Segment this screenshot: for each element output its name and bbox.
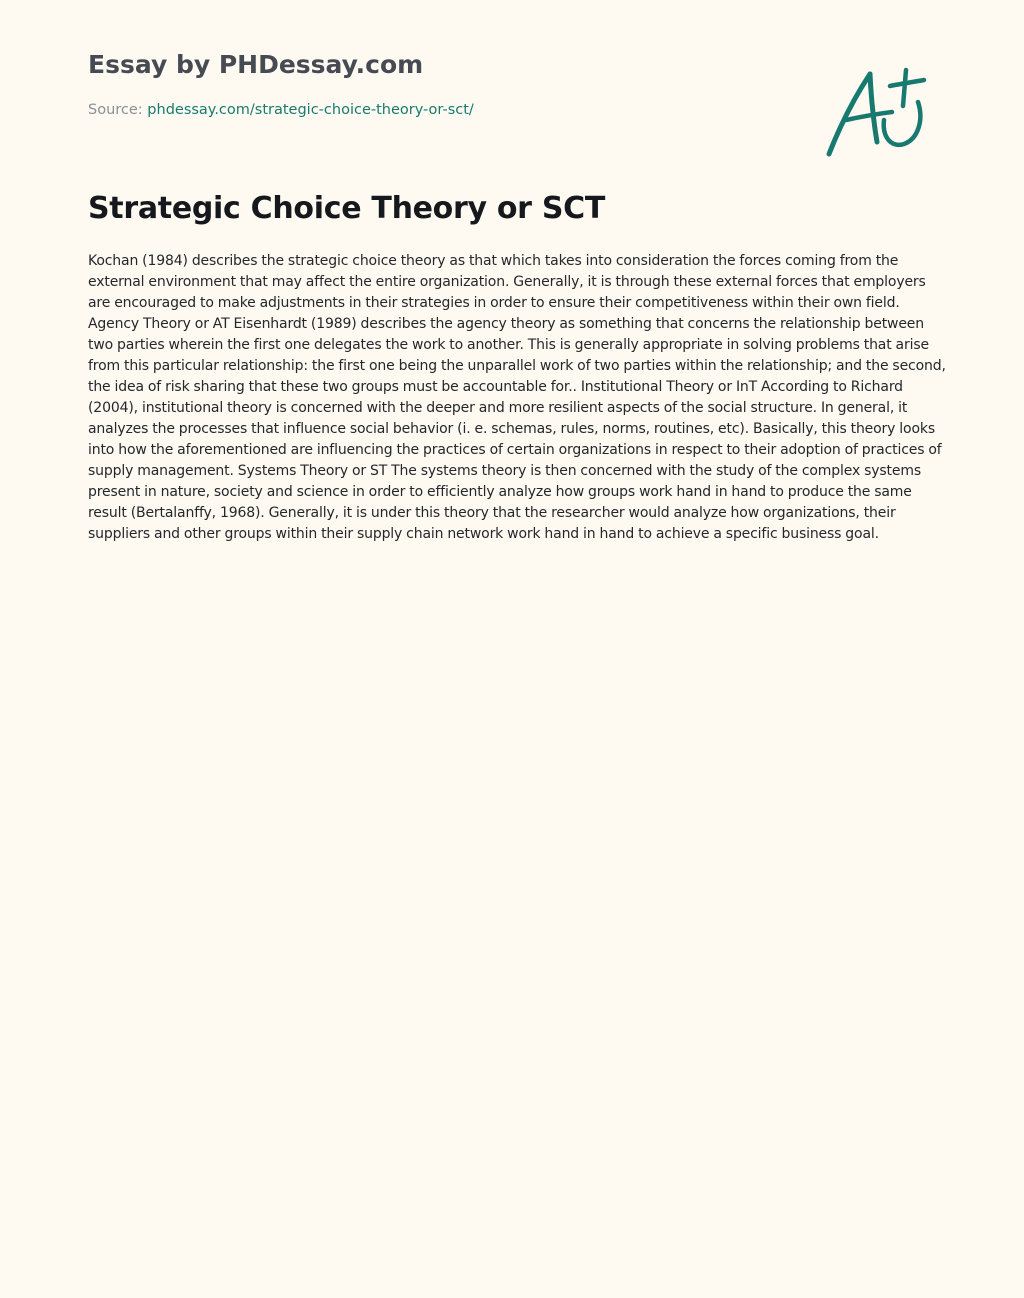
- source-label: Source:: [88, 102, 148, 118]
- essay-body: Kochan (1984) describes the strategic choice theory as that which takes into consideration the forces coming from the external environment that may affect the entire organization. Generally, it is through these external forces that employers are encouraged to make adjustments in their strategies in order to ensure their competitiveness within their own field. Agency Theory or AT Eisenhardt (1989) describes the agency theory as something that concerns the relationship between two parties wherein the first one delegates the work to another. This is generally appropriate in solving problems that arise from this particular relationship: the first one being the unparallel work of two parties within the relationship; and the second, the idea of risk sharing that these two groups must be accountable for.. Institutional Theory or InT According to Richard (2004), institutional theory is concerned with the deeper and more resilient aspects of the social structure. In general, it analyzes the processes that influence social behavior (i. e. schemas, rules, norms, routines, etc). Basically, this theory looks into how the aforementioned are influencing the practices of certain organizations in respect to their adoption of practices of supply management. Systems Theory or ST The systems theory is then concerned with the study of the complex systems present in nature, society and science in order to efficiently analyze how groups work hand in hand to produce the same result (Bertalanffy, 1968). Generally, it is under this theory that the researcher would analyze how organizations, their suppliers and other groups within their supply chain network work hand in hand to achieve a specific business goal.: [88, 253, 946, 542]
- a-plus-logo-icon: [820, 62, 932, 162]
- essay-title: Strategic Choice Theory or SCT: [88, 191, 606, 226]
- source-link[interactable]: phdessay.com/strategic-choice-theory-or-sct/: [147, 102, 474, 118]
- source-line: [88, 100, 474, 120]
- site-title: Essay by PHDessay.com: [88, 50, 424, 79]
